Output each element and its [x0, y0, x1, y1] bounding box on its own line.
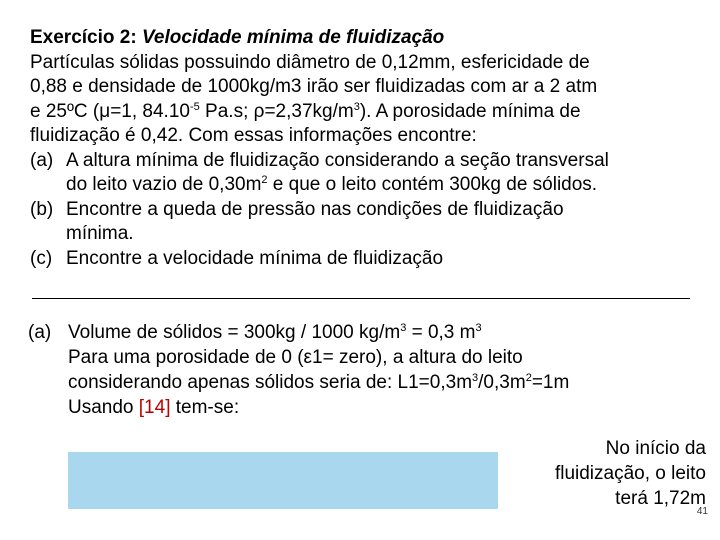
statement-line-3-text-d: =2,37kg/m [264, 100, 354, 122]
exercise-title-topic: Velocidade mínima de fluidização [141, 27, 445, 48]
solution-line-2-text-a: Para uma porosidade de 0 ( [68, 347, 304, 368]
statement-line-3-text-a: e 25ºC ( [30, 100, 100, 122]
note-line-3: terá 1,72m [615, 488, 706, 509]
formula-box [68, 452, 498, 509]
item-line-1: Encontre a queda de pressão nas condições de fluidização [66, 198, 564, 220]
item-marker: (a) [30, 149, 54, 171]
solution-line-3 [68, 370, 708, 395]
question-item-b [30, 198, 700, 247]
mu-symbol: μ [99, 100, 111, 122]
item-line-2-text-a: do leito vazio de 0,30m [66, 174, 262, 195]
statement-line-4: fluidização é 0,42. Com essas informações encontre: [30, 125, 477, 146]
section-divider [32, 298, 690, 299]
statement-line-3-text-b: =1, 84.10 [110, 100, 190, 122]
exponent: 2 [525, 372, 532, 384]
solution-line-2-text-b: 1= zero), a altura do leito [312, 347, 523, 368]
rho-symbol: ρ [253, 100, 265, 122]
exponent: 3 [475, 322, 482, 334]
solution-line-4-text-a: Usando [68, 397, 139, 418]
statement-line-1: Partículas sólidas possuindo diâmetro de 0,12mm, esfericidade de [30, 51, 590, 73]
exercise-title-prefix: Exercício 2: [30, 27, 142, 48]
exponent: 3 [472, 372, 479, 384]
item-marker: (c) [30, 247, 53, 269]
item-line-1: Encontre a velocidade mínima de fluidização [66, 247, 444, 269]
item-line-2-text-b: e que o leito contém 300kg de sólidos. [267, 174, 598, 195]
solution-line-3-text-b: /0,3m [478, 372, 526, 393]
item-line-2: mínima. [66, 223, 134, 244]
solution-line-4 [68, 395, 708, 420]
note-line-1: No início da [605, 438, 706, 459]
statement-line-3-text-e: ). A porosidade mínima de [359, 100, 581, 122]
statement-line-3-text-c: Pa.s; [199, 100, 254, 122]
exponent: 3 [353, 100, 360, 113]
exponent: -5 [189, 100, 200, 113]
statement-line-2: 0,88 e densidade de 1000kg/m3 irão ser fluidizadas com ar a 2 atm [30, 76, 598, 97]
exercise-statement [30, 26, 700, 271]
item-line-1: A altura mínima de fluidização considerando a seção transversal [66, 149, 609, 171]
solution-line-1 [68, 320, 708, 345]
page-number: 41 [696, 506, 708, 517]
solution-block [28, 320, 708, 420]
solution-body [68, 320, 708, 420]
solution-line-1-text-b: = 0,3 m [406, 322, 476, 343]
solution-line-3-text-a: considerando apenas sólidos seria de: L1=0,3m [68, 372, 473, 393]
solution-line-4-text-b: tem-se: [170, 397, 240, 418]
item-line-2 [66, 173, 700, 198]
equation-reference: [14] [138, 397, 171, 418]
solution-line-2 [68, 345, 708, 370]
statement-line-3 [30, 100, 700, 125]
note-line-2: fluidização, o leito [554, 463, 706, 484]
solution-line-3-text-c: =1m [531, 372, 570, 393]
epsilon-symbol: ε [303, 347, 313, 368]
item-marker: (b) [30, 198, 54, 220]
question-item-a [30, 149, 700, 198]
exponent: 3 [400, 322, 407, 334]
exercise-title [30, 26, 700, 51]
solution-marker: (a) [28, 322, 52, 343]
question-item-c [30, 247, 700, 272]
solution-line-1-text-a: Volume de sólidos = 300kg / 1000 kg/m [68, 322, 401, 343]
exponent: 2 [261, 174, 268, 186]
side-note [486, 436, 706, 511]
